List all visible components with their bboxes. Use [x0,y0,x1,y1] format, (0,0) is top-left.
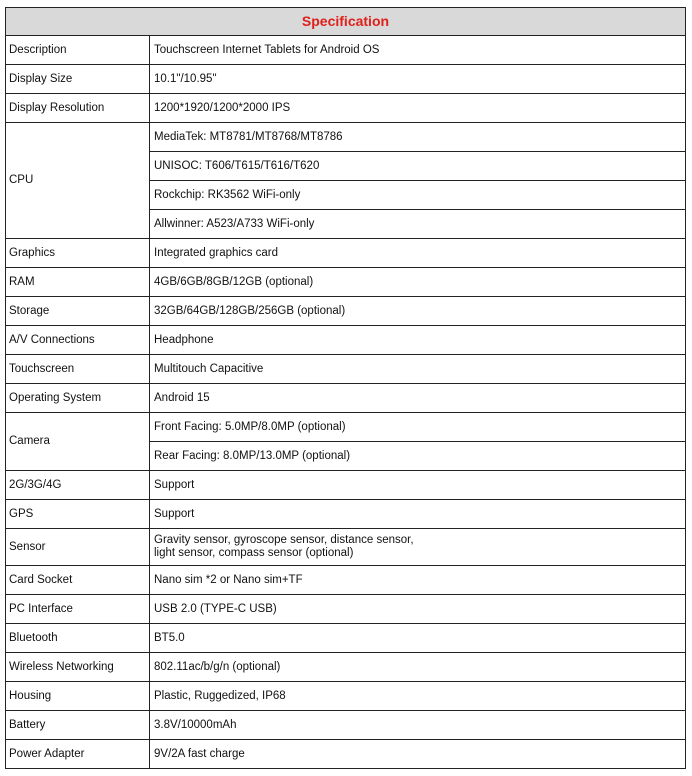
spec-label-wireless-networking: Wireless Networking [6,653,150,682]
spec-value-storage: 32GB/64GB/128GB/256GB (optional) [150,297,686,326]
spec-label-ram: RAM [6,268,150,297]
spec-value-2g-3g-4g: Support [150,471,686,500]
spec-value-description: Touchscreen Internet Tablets for Android OS [150,36,686,65]
spec-value-camera: Rear Facing: 8.0MP/13.0MP (optional) [150,442,686,471]
table-row [6,711,686,740]
spec-label-housing: Housing [6,682,150,711]
spec-value-power-adapter: 9V/2A fast charge [150,740,686,769]
spec-label-a-v-connections: A/V Connections [6,326,150,355]
spec-value-cpu: MediaTek: MT8781/MT8768/MT8786 [150,123,686,152]
spec-value-sensor: Gravity sensor, gyroscope sensor, distance sensor, light sensor, compass sensor (optional) [150,529,686,566]
table-row [6,413,686,442]
spec-label-operating-system: Operating System [6,384,150,413]
table-row [6,682,686,711]
spec-label-2g-3g-4g: 2G/3G/4G [6,471,150,500]
table-row [6,268,686,297]
spec-value-touchscreen: Multitouch Capacitive [150,355,686,384]
spec-value-bluetooth: BT5.0 [150,624,686,653]
spec-label-description: Description [6,36,150,65]
spec-value-display-size: 10.1"/10.95" [150,65,686,94]
spec-label-sensor: Sensor [6,529,150,566]
spec-label-graphics: Graphics [6,239,150,268]
table-row [6,624,686,653]
table-row [6,529,686,566]
spec-value-wireless-networking: 802.11ac/b/g/n (optional) [150,653,686,682]
spec-label-card-socket: Card Socket [6,566,150,595]
table-row [6,471,686,500]
table-row [6,566,686,595]
spec-value-housing: Plastic, Ruggedized, IP68 [150,682,686,711]
specification-rows [6,36,686,769]
spec-value-graphics: Integrated graphics card [150,239,686,268]
table-row [6,326,686,355]
spec-label-pc-interface: PC Interface [6,595,150,624]
spec-value-cpu: Rockchip: RK3562 WiFi-only [150,181,686,210]
spec-label-battery: Battery [6,711,150,740]
spec-value-card-socket: Nano sim *2 or Nano sim+TF [150,566,686,595]
spec-label-gps: GPS [6,500,150,529]
spec-value-cpu: Allwinner: A523/A733 WiFi-only [150,210,686,239]
spec-value-display-resolution: 1200*1920/1200*2000 IPS [150,94,686,123]
spec-label-power-adapter: Power Adapter [6,740,150,769]
table-row [6,653,686,682]
spec-label-storage: Storage [6,297,150,326]
spec-value-camera: Front Facing: 5.0MP/8.0MP (optional) [150,413,686,442]
spec-label-display-size: Display Size [6,65,150,94]
spec-label-display-resolution: Display Resolution [6,94,150,123]
table-row [6,65,686,94]
spec-label-cpu: CPU [6,123,150,239]
spec-value-ram: 4GB/6GB/8GB/12GB (optional) [150,268,686,297]
specification-table [5,7,686,769]
table-row [6,500,686,529]
spec-value-pc-interface: USB 2.0 (TYPE-C USB) [150,595,686,624]
spec-value-battery: 3.8V/10000mAh [150,711,686,740]
spec-label-touchscreen: Touchscreen [6,355,150,384]
table-row [6,297,686,326]
table-row [6,595,686,624]
table-row [6,740,686,769]
spec-value-gps: Support [150,500,686,529]
table-title: Specification [6,8,686,36]
table-row [6,36,686,65]
table-row [6,384,686,413]
spec-label-bluetooth: Bluetooth [6,624,150,653]
spec-value-a-v-connections: Headphone [150,326,686,355]
spec-value-operating-system: Android 15 [150,384,686,413]
table-row [6,355,686,384]
spec-value-cpu: UNISOC: T606/T615/T616/T620 [150,152,686,181]
table-row [6,94,686,123]
spec-label-camera: Camera [6,413,150,471]
table-row [6,123,686,152]
table-row [6,239,686,268]
